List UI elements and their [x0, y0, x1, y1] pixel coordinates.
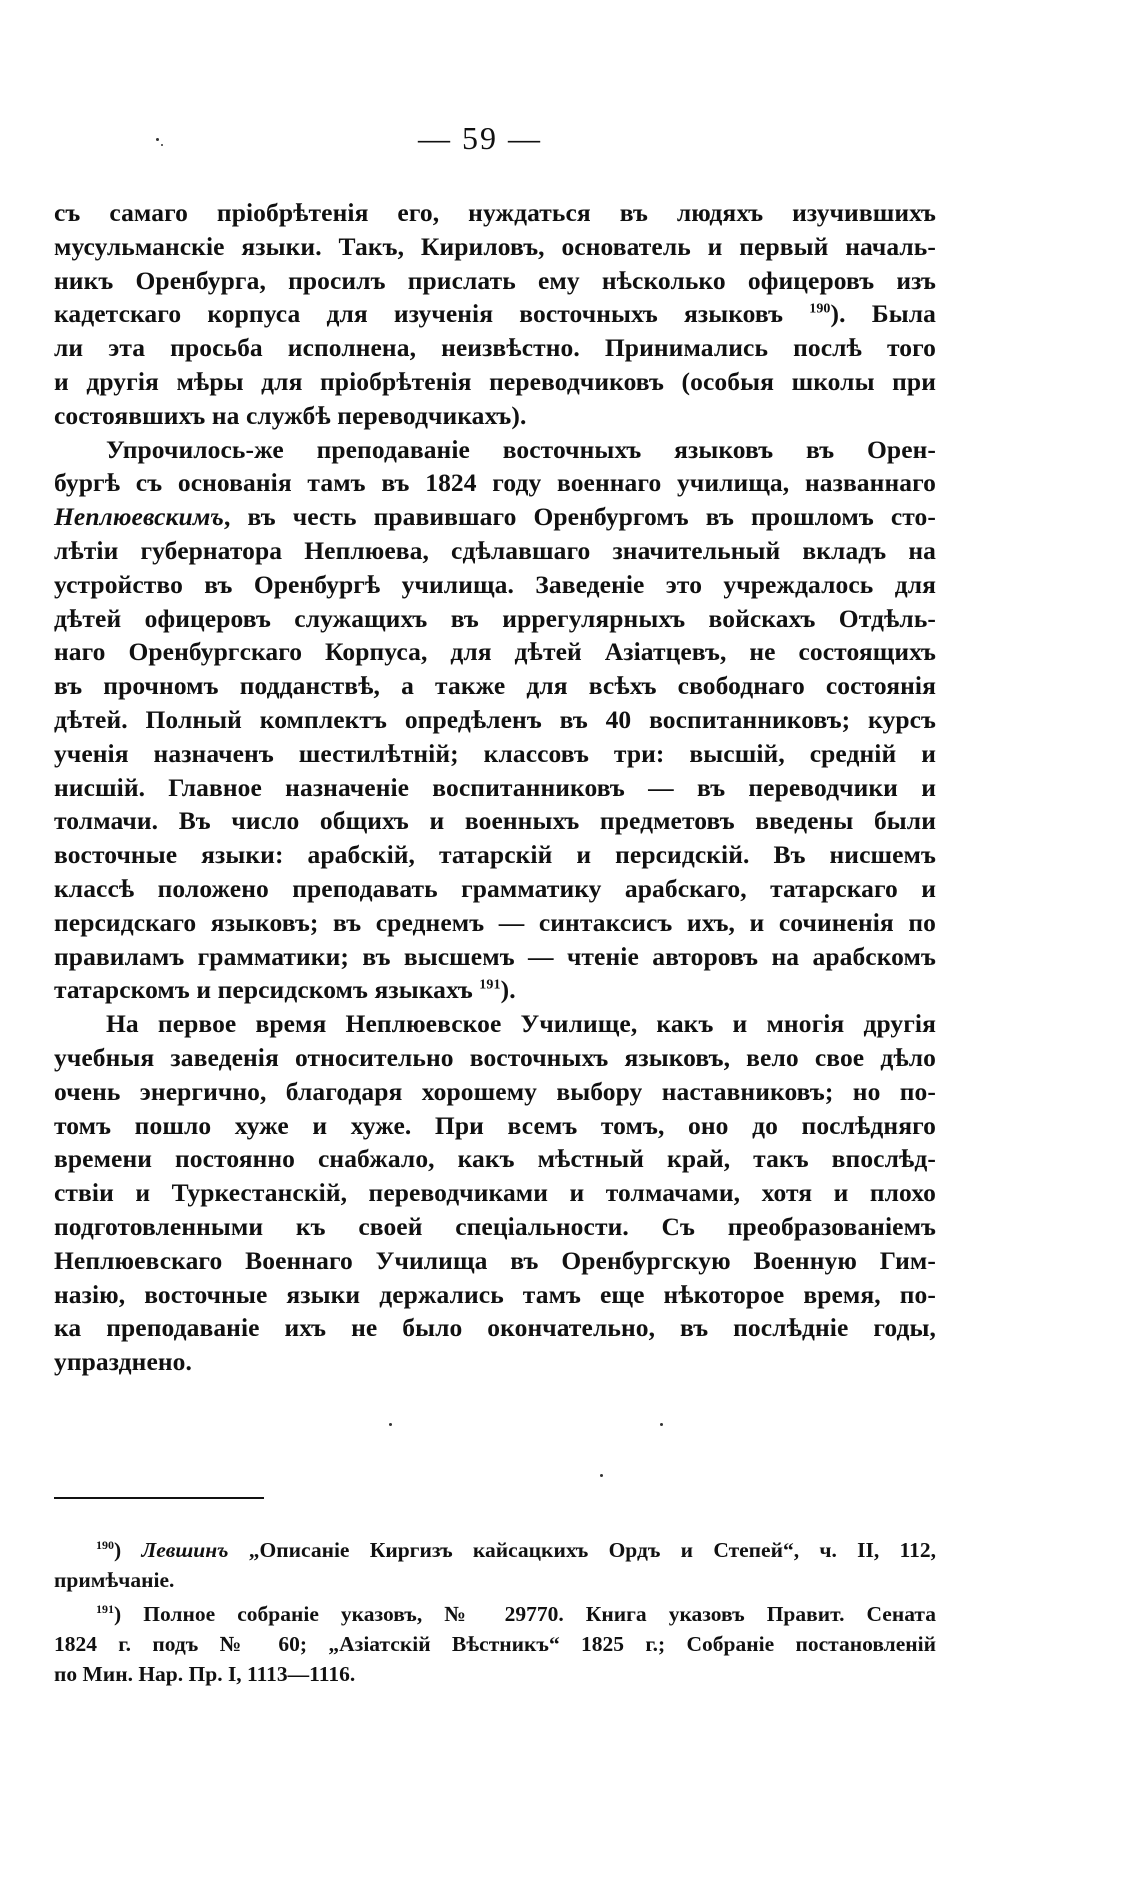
text-line [54, 973, 936, 1007]
text-line: бургѣ съ основанія тамъ въ 1824 году военнаго училища, названнаго [54, 468, 936, 498]
text-line: восточные языки: арабскій, татарскій и персидскій. Въ нисшемъ [54, 840, 936, 870]
text-line: мусульманскіе языки. Такъ, Кириловъ, основатель и первый началь- [54, 231, 936, 261]
paragraph-3 [54, 1007, 936, 1379]
text-segment: кадетскаго корпуса для изученія восточныхъ языковъ [54, 299, 810, 329]
text-line: и другія мѣры для пріобрѣтенія переводчиковъ (особыя школы при [54, 366, 936, 396]
text-line: ка преподаваніе ихъ не было окончательно, въ послѣдніе годы, [54, 1313, 936, 1343]
footnote-line: примѣчаніе. [54, 1568, 175, 1592]
text-line: классѣ положено преподавать грамматику арабскаго, татарскаго и [54, 873, 936, 903]
footnotes [54, 1535, 936, 1693]
text-line: ученія назначенъ шестилѣтній; классовъ три: высшій, средній и [54, 738, 936, 768]
footnote-190 [54, 1535, 936, 1595]
text-line: Упрочилось-же преподаваніе восточныхъ языковъ въ Орен- [106, 434, 936, 464]
text-line: лѣтіи губернатора Неплюева, сдѣлавшаго значительный вкладъ на [54, 535, 936, 565]
text-segment: ). [500, 975, 516, 1005]
text-line: нисшій. Главное назначеніе воспитанниковъ — въ переводчики и [54, 772, 936, 802]
main-text [54, 196, 936, 1379]
scan-speck [600, 1474, 603, 1477]
page-number: — 59 — [418, 120, 542, 156]
text-line: въ прочномъ подданствѣ, а также для всѣхъ свободнаго состоянія [54, 671, 936, 701]
footnote-marker: 191 [96, 1601, 114, 1616]
footnote-text: ) Полное собраніе указовъ, № 29770. Книга указовъ Правит. Сената [114, 1602, 936, 1626]
footnote-line: по Мин. Нар. Пр. I, 1113—1116. [54, 1662, 356, 1686]
text-segment: , въ честь правившаго Оренбургомъ въ прошломъ сто- [223, 502, 936, 532]
text-line: правиламъ грамматики; въ высшемъ — чтеніе авторовъ на арабскомъ [54, 941, 936, 971]
text-line [54, 500, 936, 534]
text-line: На первое время Неплюевское Училище, какъ и многія другія [106, 1009, 936, 1039]
text-line: персидскаго языковъ; въ среднемъ — синтаксисъ ихъ, и сочиненія по [54, 907, 936, 937]
text-line: никъ Оренбурга, просилъ прислать ему нѣсколько офицеровъ изъ [54, 265, 936, 295]
text-line: состоявшихъ на службѣ переводчикахъ). [54, 400, 527, 430]
text-line: назію, восточные языки держались тамъ еще нѣкоторое время, по- [54, 1279, 936, 1309]
text-line: томъ пошло хуже и хуже. При всемъ томъ, оно до послѣдняго [54, 1110, 936, 1140]
text-segment: ). Была [830, 299, 936, 329]
footnote-divider [54, 1497, 264, 1499]
text-line: Неплюевскаго Военнаго Училища въ Оренбургскую Военную Гим- [54, 1245, 936, 1275]
footnote-ref-190[interactable]: 190 [809, 301, 831, 317]
text-line: ствіи и Туркестанскій, переводчиками и толмачами, хотя и плохо [54, 1178, 936, 1208]
paragraph-1 [54, 196, 936, 433]
text-line: наго Оренбургскаго Корпуса, для дѣтей Азіатцевъ, не состоящихъ [54, 637, 936, 667]
italic-name: Неплюевскимъ [54, 502, 224, 532]
text-line: толмачи. Въ число общихъ и военныхъ предметовъ введены были [54, 806, 936, 836]
text-segment: татарскомъ и персидскомъ языкахъ [54, 975, 480, 1005]
footnote-line [54, 1535, 936, 1565]
scan-speck [389, 1423, 392, 1426]
scan-speck [660, 1423, 663, 1426]
scan-speck [156, 138, 159, 141]
text-line: ли эта просьба исполнена, неизвѣстно. Принимались послѣ того [54, 333, 936, 363]
scan-speck [161, 144, 163, 146]
footnote-line: 1824 г. подъ № 60; „Азіатскій Вѣстникъ“ 1825 г.; Собраніе постановленій [54, 1632, 936, 1656]
footnote-191 [54, 1599, 936, 1689]
text-line [54, 297, 936, 331]
text-line: очень энергично, благодаря хорошему выбору наставниковъ; но по- [54, 1076, 936, 1106]
text-line: съ самаго пріобрѣтенія его, нуждаться въ людяхъ изучившихъ [54, 198, 936, 227]
footnote-line [54, 1599, 936, 1629]
text-line: упразднено. [54, 1347, 192, 1377]
text-line: учебныя заведенія относительно восточныхъ языковъ, вело свое дѣло [54, 1042, 936, 1072]
footnote-ref-191[interactable]: 191 [479, 977, 501, 993]
text-line: дѣтей. Полный комплектъ опредѣленъ въ 40 воспитанниковъ; курсъ [54, 704, 936, 734]
text-line: дѣтей офицеровъ служащихъ въ иррегулярныхъ войскахъ Отдѣль- [54, 603, 936, 633]
text-line: времени постоянно снабжало, какъ мѣстный край, такъ впослѣд- [54, 1144, 936, 1174]
text-line: устройство въ Оренбургѣ училища. Заведеніе это учреждалось для [54, 569, 936, 599]
text-line: подготовленными къ своей спеціальности. Съ преобразованіемъ [54, 1211, 936, 1241]
footnote-paren: ) [114, 1538, 122, 1562]
footnote-marker: 190 [96, 1537, 114, 1552]
paragraph-2 [54, 433, 936, 1008]
footnote-author: Левшинъ [141, 1538, 229, 1562]
footnote-text: „Описаніе Киргизъ кайсацкихъ Ордъ и Степей“, ч. II, 112, [228, 1538, 936, 1562]
